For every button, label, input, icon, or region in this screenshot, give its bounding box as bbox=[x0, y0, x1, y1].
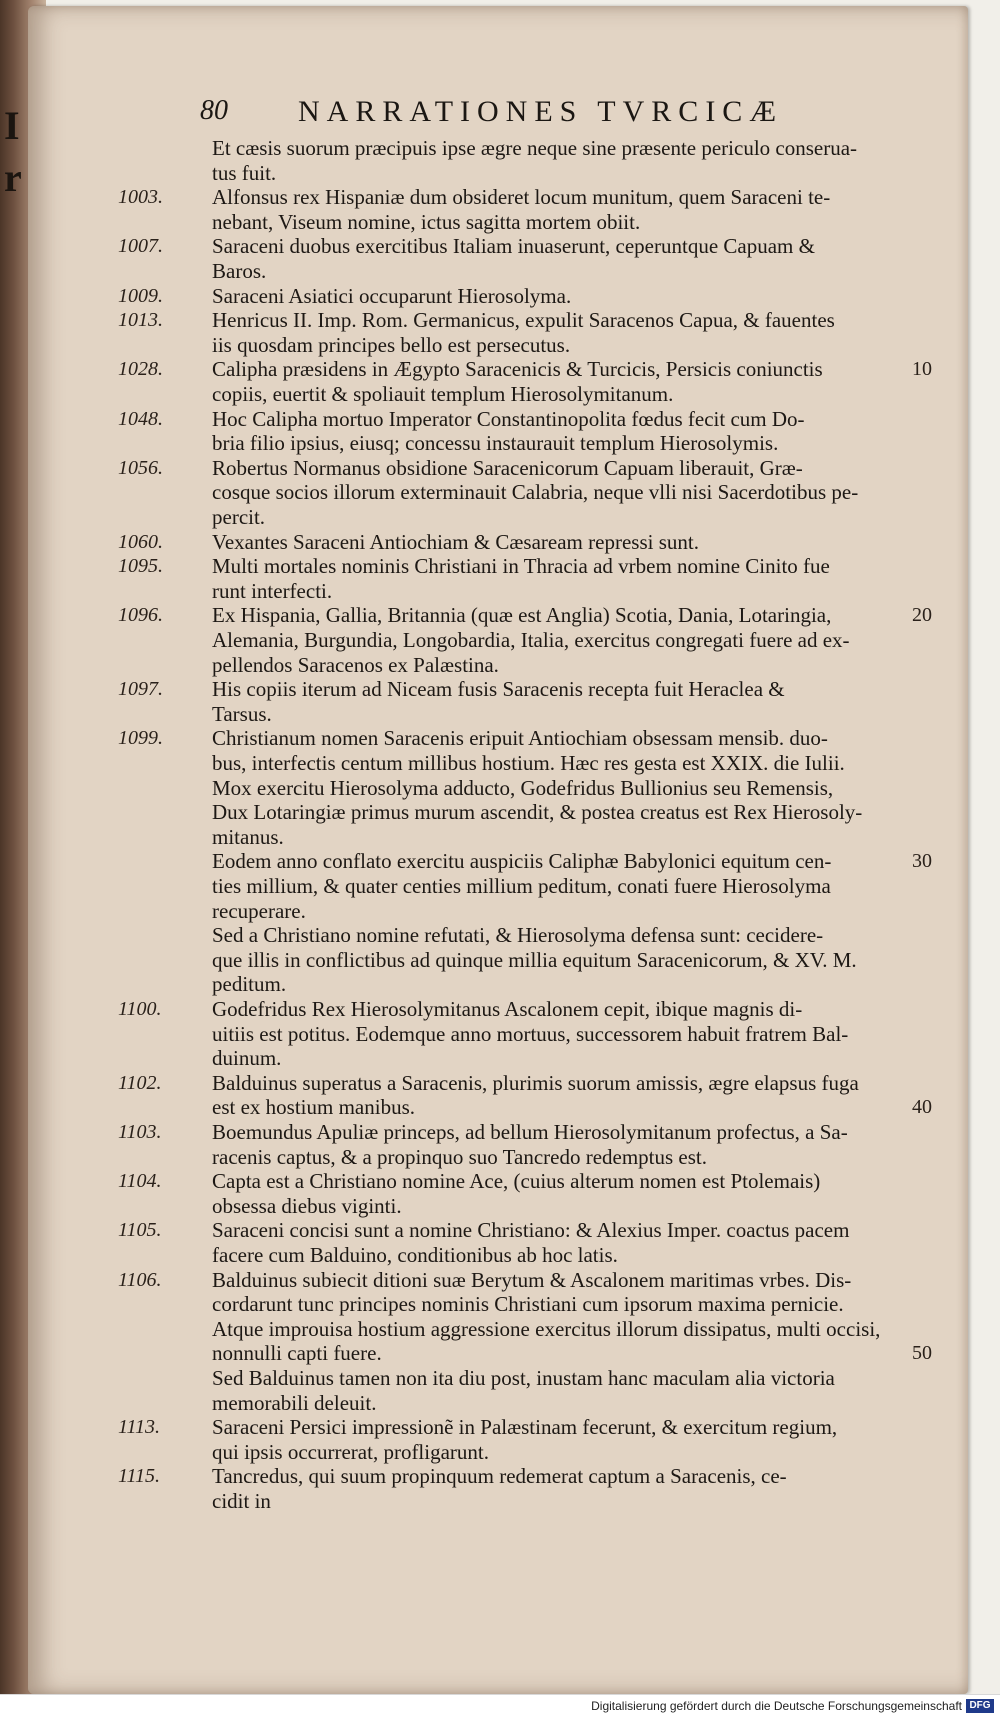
text-line: Alfonsus rex Hispaniæ dum obsideret locum munitum, quem Saraceni te- bbox=[212, 185, 831, 209]
text-line: pellendos Saracenos ex Palæstina. bbox=[212, 653, 499, 677]
year-marker: 1009. bbox=[118, 285, 163, 307]
year-marker: 1056. bbox=[118, 457, 163, 479]
text-line: bus, interfectis centum millibus hostium. Hæc res gesta est XXIX. die Iulii. bbox=[212, 751, 845, 775]
text-line: mitanus. bbox=[212, 825, 284, 849]
text-line: Multi mortales nominis Christiani in Thracia ad vrbem nomine Cinito fue bbox=[212, 554, 830, 578]
running-title: NARRATIONES TVRCICÆ bbox=[298, 95, 783, 128]
text-line: Ex Hispania, Gallia, Britannia (quæ est Anglia) Scotia, Dania, Lotaringia, bbox=[212, 603, 832, 627]
text-line: runt interfecti. bbox=[212, 579, 333, 603]
text-line: Mox exercitu Hierosolyma adducto, Godefridus Bullionius seu Remensis, bbox=[212, 776, 834, 800]
text-line: racenis captus, & a propinquo suo Tancredo redemptus est. bbox=[212, 1145, 708, 1169]
footer-bar bbox=[0, 1694, 1000, 1718]
text-line: Capta est a Christiano nomine Ace, (cuius alterum nomen est Ptolemais) bbox=[212, 1169, 821, 1193]
line-number: 50 bbox=[912, 1342, 932, 1364]
year-marker: 1100. bbox=[118, 998, 162, 1020]
text-line: percit. bbox=[212, 505, 266, 529]
text-line: Tarsus. bbox=[212, 702, 272, 726]
page-header bbox=[200, 95, 840, 135]
text-line: Robertus Normanus obsidione Saracenicorum Capuam liberauit, Græ- bbox=[212, 456, 803, 480]
text-line: Balduinus subiecit ditioni suæ Berytum & Ascalonem maritimas vrbes. Dis- bbox=[212, 1268, 852, 1292]
year-marker: 1104. bbox=[118, 1170, 162, 1192]
text-line: iis quosdam principes bello est persecutus. bbox=[212, 333, 571, 357]
year-marker: 1102. bbox=[118, 1072, 162, 1094]
year-marker: 1099. bbox=[118, 727, 163, 749]
text-line: obsessa diebus viginti. bbox=[212, 1194, 402, 1218]
text-line: tus fuit. bbox=[212, 161, 277, 185]
text-line: Baros. bbox=[212, 259, 267, 283]
footer-credit: Digitalisierung gefördert durch die Deutsche Forschungsgemeinschaft bbox=[591, 1699, 962, 1713]
text-line: Henricus II. Imp. Rom. Germanicus, expulit Saracenos Capua, & fauentes bbox=[212, 308, 835, 332]
text-line: Saraceni Asiatici occuparunt Hierosolyma. bbox=[212, 284, 572, 308]
year-marker: 1048. bbox=[118, 408, 163, 430]
margin-scrawl: I r bbox=[4, 103, 22, 200]
text-line: Sed Balduinus tamen non ita diu post, inustam hanc maculam alia victoria bbox=[212, 1366, 835, 1390]
year-marker: 1095. bbox=[118, 555, 163, 577]
text-line: His copiis iterum ad Niceam fusis Saracenis recepta fuit Heraclea & bbox=[212, 677, 785, 701]
text-line: copiis, euertit & spoliauit templum Hierosolymitanum. bbox=[212, 382, 674, 406]
text-line: Tancredus, qui suum propinquum redemerat captum a Saracenis, ce- bbox=[212, 1464, 787, 1488]
dfg-logo: DFG bbox=[966, 1699, 994, 1713]
text-line: que illis in conflictibus ad quinque millia equitum Saracenicorum, & XV. M. bbox=[212, 948, 857, 972]
year-marker: 1003. bbox=[118, 186, 163, 208]
text-line: Et cæsis suorum præcipuis ipse ægre neque sine præsente periculo conserua- bbox=[212, 136, 858, 160]
page-number: 80 bbox=[200, 95, 228, 126]
text-line: Calipha præsidens in Ægypto Saracenicis & Turcicis, Persicis coniunctis bbox=[212, 357, 823, 381]
text-line: Boemundus Apuliæ princeps, ad bellum Hierosolymitanum profectus, a Sa- bbox=[212, 1120, 848, 1144]
text-line: cosque socios illorum exterminauit Calabria, neque vlli nisi Sacerdotibus pe- bbox=[212, 480, 859, 504]
text-line: Vexantes Saraceni Antiochiam & Cæsaream repressi sunt. bbox=[212, 530, 699, 554]
text-line: recuperare. bbox=[212, 899, 306, 923]
text-line: peditum. bbox=[212, 972, 287, 996]
text-line: Eodem anno conflato exercitu auspiciis Caliphæ Babylonici equitum cen- bbox=[212, 849, 832, 873]
year-marker: 1106. bbox=[118, 1269, 162, 1291]
text-line: Saraceni duobus exercitibus Italiam inuaserunt, ceperuntque Capuam & bbox=[212, 234, 815, 258]
text-line: nebant, Viseum nomine, ictus sagitta mortem obiit. bbox=[212, 210, 641, 234]
text-line: Sed a Christiano nomine refutati, & Hierosolyma defensa sunt: ceciderе- bbox=[212, 923, 824, 947]
year-marker: 1103. bbox=[118, 1121, 162, 1143]
year-marker: 1060. bbox=[118, 531, 163, 553]
text-line: Saraceni Persici impressionẽ in Palæstinam fecerunt, & exercitum regium, bbox=[212, 1415, 838, 1439]
text-line: Christianum nomen Saracenis eripuit Antiochiam obsessam mensib. duo- bbox=[212, 726, 828, 750]
text-line: Dux Lotaringiæ primus murum ascendit, & postea creatus est Rex Hierosoly- bbox=[212, 800, 863, 824]
line-number: 20 bbox=[912, 604, 932, 626]
text-line: nonnulli capti fuere. bbox=[212, 1341, 382, 1365]
text-line: qui ipsis occurrerat, profligarunt. bbox=[212, 1440, 489, 1464]
year-marker: 1028. bbox=[118, 358, 163, 380]
text-line: bria filio ipsius, eiusq; concessu instaurauit templum Hierosolymis. bbox=[212, 431, 779, 455]
text-line: cidit in bbox=[212, 1489, 271, 1513]
year-marker: 1013. bbox=[118, 309, 163, 331]
text-line: Atque improuisa hostium aggressione exercitus illorum dissipatus, multi occisi, bbox=[212, 1317, 881, 1341]
text-line: Saraceni concisi sunt a nomine Christiano: & Alexius Imper. coactus pacem bbox=[212, 1218, 850, 1242]
year-marker: 1096. bbox=[118, 604, 163, 626]
text-line: Hoc Calipha mortuo Imperator Constantinopolita fœdus fecit cum Do- bbox=[212, 407, 805, 431]
year-marker: 1097. bbox=[118, 678, 163, 700]
text-line: Godefridus Rex Hierosolymitanus Ascalonem cepit, ibique magnis di- bbox=[212, 997, 803, 1021]
text-line: Alemania, Burgundia, Longobardia, Italia, exercitus congregati fuere ad ex- bbox=[212, 628, 850, 652]
text-line: uitiis est potitus. Eodemque anno mortuus, successorem habuit fratrem Bal- bbox=[212, 1022, 849, 1046]
year-marker: 1007. bbox=[118, 235, 163, 257]
line-number: 10 bbox=[912, 358, 932, 380]
year-marker: 1105. bbox=[118, 1219, 162, 1241]
text-line: ties millium, & quater centies millium peditum, conati fuere Hierosolyma bbox=[212, 874, 831, 898]
text-line: est ex hostium manibus. bbox=[212, 1095, 415, 1119]
text-line: duinum. bbox=[212, 1046, 282, 1070]
text-line: memorabili deleuit. bbox=[212, 1391, 377, 1415]
line-number: 30 bbox=[912, 850, 932, 872]
year-marker: 1113. bbox=[118, 1416, 161, 1438]
year-marker: 1115. bbox=[118, 1465, 161, 1487]
line-number: 40 bbox=[912, 1096, 932, 1118]
text-line: Balduinus superatus a Saracenis, plurimis suorum amissis, ægre elapsus fuga bbox=[212, 1071, 859, 1095]
text-line: facere cum Balduino, conditionibus ab hoc latis. bbox=[212, 1243, 618, 1267]
text-line: cordarunt tunc principes nominis Christiani cum ipsorum maxima pernicie. bbox=[212, 1292, 844, 1316]
